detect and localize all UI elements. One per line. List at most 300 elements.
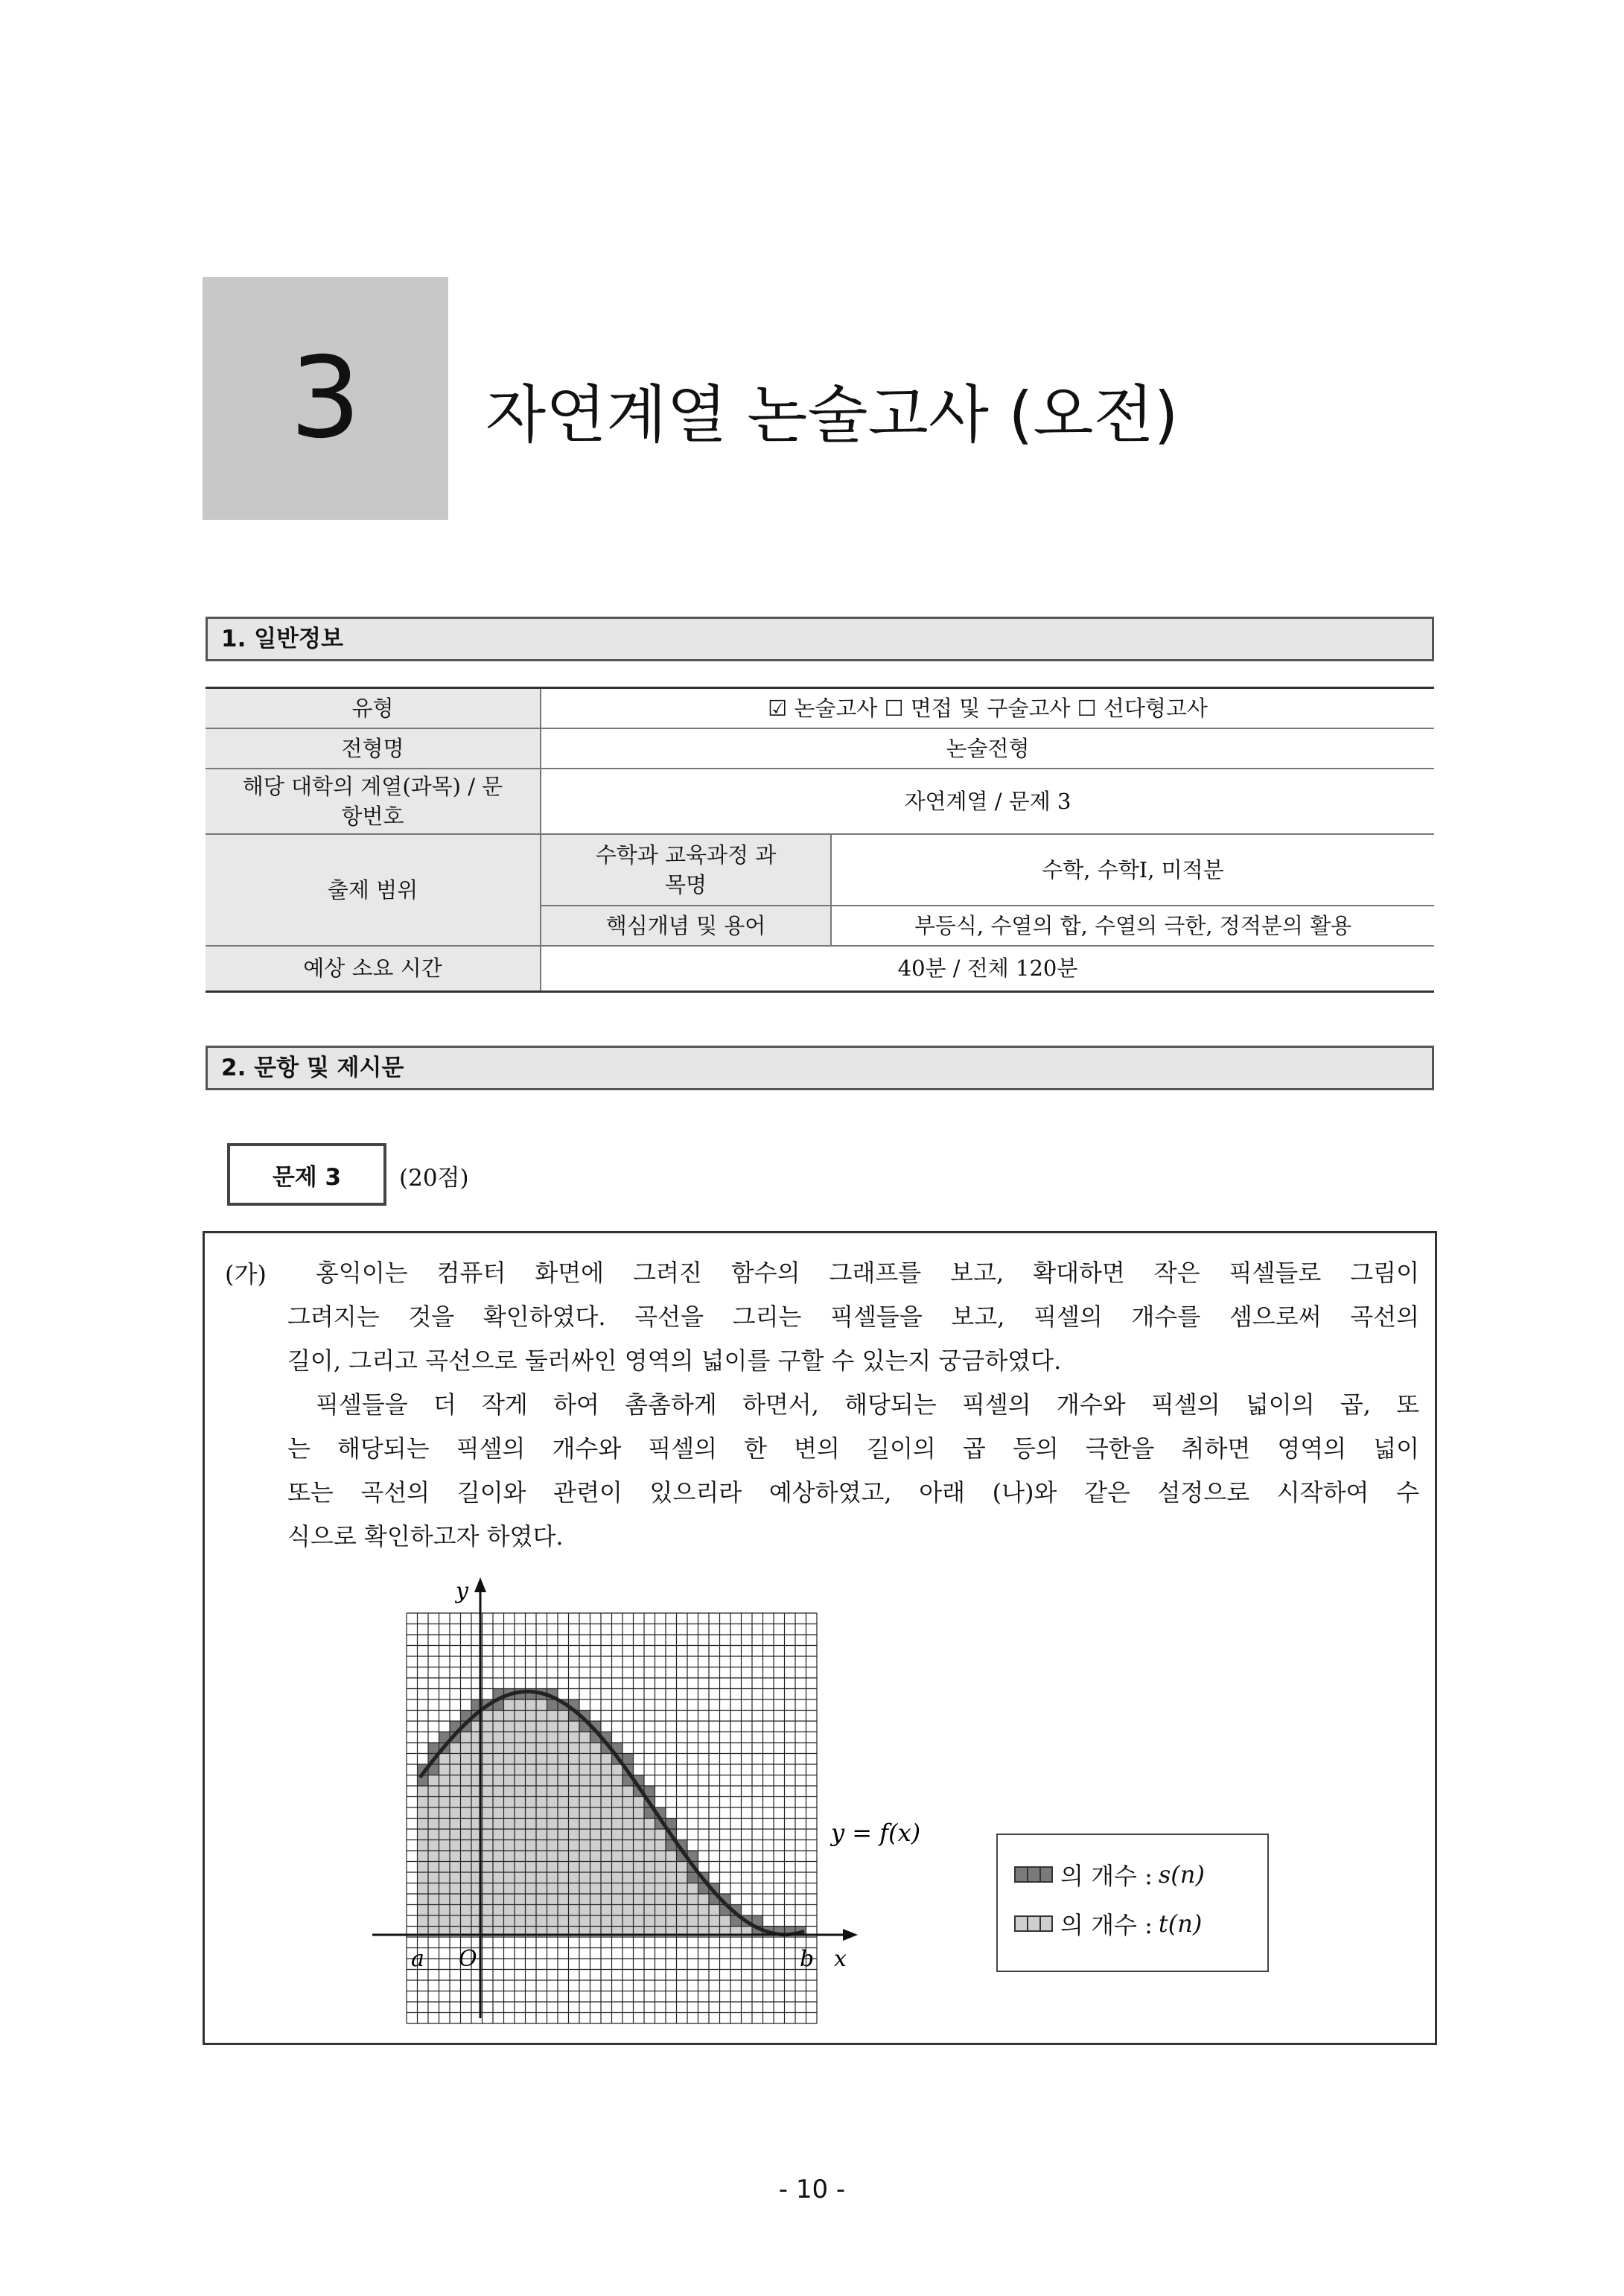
area-pixel: [461, 1743, 472, 1754]
area-pixel: [493, 1840, 504, 1851]
area-pixel: [515, 1743, 526, 1754]
area-pixel: [569, 1851, 580, 1862]
area-pixel: [634, 1927, 645, 1936]
area-pixel: [493, 1905, 504, 1916]
area-pixel: [590, 1927, 602, 1936]
area-pixel: [504, 1699, 515, 1711]
area-pixel: [483, 1905, 494, 1916]
area-pixel: [439, 1797, 450, 1808]
area-pixel: [504, 1797, 515, 1808]
area-pixel: [590, 1786, 602, 1797]
area-pixel: [677, 1905, 688, 1916]
area-pixel: [634, 1819, 645, 1830]
passage-line: 또는 곡선의 길이와 관련이 있으리라 예상하였고, 아래 (나)와 같은 설정으로 시작하여 수: [287, 1478, 1419, 1507]
area-pixel: [558, 1851, 569, 1862]
area-pixel: [558, 1915, 569, 1927]
area-pixel: [612, 1862, 623, 1873]
area-pixel: [504, 1894, 515, 1905]
area-pixel: [418, 1927, 429, 1936]
area-pixel: [644, 1915, 655, 1927]
area-pixel: [493, 1743, 504, 1754]
area-pixel: [439, 1786, 450, 1797]
area-pixel: [558, 1743, 569, 1754]
area-pixel: [579, 1819, 590, 1830]
area-pixel: [461, 1851, 472, 1862]
area-pixel: [418, 1851, 429, 1862]
area-pixel: [428, 1894, 439, 1905]
type-label: 유형: [206, 688, 541, 728]
area-pixel: [504, 1829, 515, 1840]
area-pixel: [428, 1883, 439, 1895]
area-pixel: [677, 1883, 688, 1895]
area-pixel: [547, 1905, 558, 1916]
area-pixel: [515, 1862, 526, 1873]
area-pixel: [622, 1797, 634, 1808]
pixel-graph-figure: [357, 1571, 998, 2033]
area-pixel: [439, 1862, 450, 1873]
area-pixel: [547, 1775, 558, 1787]
area-pixel: [515, 1915, 526, 1927]
area-pixel: [439, 1775, 450, 1787]
area-pixel: [677, 1894, 688, 1905]
area-pixel: [569, 1764, 580, 1775]
area-pixel: [666, 1927, 677, 1936]
area-pixel: [461, 1862, 472, 1873]
area-pixel: [483, 1840, 494, 1851]
area-pixel: [450, 1840, 461, 1851]
area-pixel: [612, 1764, 623, 1775]
area-pixel: [709, 1927, 720, 1936]
area-pixel: [428, 1872, 439, 1883]
passage-line: 그려지는 것을 확인하였다. 곡선을 그리는 픽셀들을 보고, 픽셀의 개수를 셈으로써 곡선의: [287, 1303, 1419, 1331]
area-pixel: [526, 1927, 537, 1936]
area-pixel: [428, 1797, 439, 1808]
area-pixel: [698, 1927, 710, 1936]
area-pixel: [483, 1851, 494, 1862]
area-pixel: [612, 1840, 623, 1851]
area-pixel: [439, 1819, 450, 1830]
area-pixel: [461, 1927, 472, 1936]
area-pixel: [579, 1840, 590, 1851]
passage-line: 길이, 그리고 곡선으로 둘러싸인 영역의 넓이를 구할 수 있는지 궁금하였다.: [287, 1346, 1062, 1375]
area-pixel: [536, 1797, 547, 1808]
area-pixel: [536, 1732, 547, 1743]
area-pixel: [526, 1732, 537, 1743]
area-pixel: [622, 1829, 634, 1840]
area-pixel: [536, 1894, 547, 1905]
area-pixel: [634, 1894, 645, 1905]
area-pixel: [515, 1754, 526, 1765]
curve-pixel: [428, 1743, 439, 1754]
area-pixel: [655, 1927, 666, 1936]
section-general-info-title: 1. 일반정보: [206, 617, 1434, 661]
passage-label: (가): [225, 1260, 267, 1288]
area-pixel: [622, 1786, 634, 1797]
area-pixel: [655, 1915, 666, 1927]
passage-line: 식으로 확인하고자 하였다.: [287, 1522, 564, 1551]
curve-label: y = f(x): [831, 1819, 921, 1847]
area-pixel: [450, 1775, 461, 1787]
area-pixel: [439, 1883, 450, 1895]
area-pixel: [579, 1764, 590, 1775]
area-pixel: [590, 1743, 602, 1754]
area-pixel: [547, 1862, 558, 1873]
area-pixel: [634, 1905, 645, 1916]
area-pixel: [536, 1862, 547, 1873]
area-pixel: [483, 1711, 494, 1722]
legend-light-text: 의 개수 :: [1060, 1911, 1153, 1939]
area-pixel: [428, 1829, 439, 1840]
area-pixel: [644, 1829, 655, 1840]
area-pixel: [483, 1797, 494, 1808]
area-pixel: [418, 1786, 429, 1797]
area-pixel: [526, 1862, 537, 1873]
area-pixel: [634, 1872, 645, 1883]
area-pixel: [450, 1862, 461, 1873]
area-pixel: [590, 1862, 602, 1873]
area-pixel: [547, 1743, 558, 1754]
area-pixel: [504, 1743, 515, 1754]
area-pixel: [590, 1840, 602, 1851]
area-pixel: [590, 1894, 602, 1905]
area-pixel: [558, 1764, 569, 1775]
area-pixel: [515, 1905, 526, 1916]
area-pixel: [461, 1732, 472, 1743]
area-pixel: [687, 1894, 698, 1905]
area-pixel: [601, 1797, 612, 1808]
area-pixel: [483, 1732, 494, 1743]
area-pixel: [536, 1764, 547, 1775]
area-pixel: [428, 1786, 439, 1797]
area-pixel: [493, 1775, 504, 1787]
area-pixel: [536, 1711, 547, 1722]
area-pixel: [439, 1894, 450, 1905]
area-pixel: [515, 1786, 526, 1797]
area-pixel: [547, 1872, 558, 1883]
area-pixel: [483, 1807, 494, 1819]
x-axis-arrow: [843, 1929, 858, 1941]
area-pixel: [450, 1872, 461, 1883]
area-pixel: [483, 1775, 494, 1787]
area-pixel: [634, 1829, 645, 1840]
area-pixel: [461, 1786, 472, 1797]
area-pixel: [536, 1775, 547, 1787]
area-pixel: [547, 1786, 558, 1797]
area-pixel: [622, 1840, 634, 1851]
area-pixel: [439, 1872, 450, 1883]
area-pixel: [418, 1872, 429, 1883]
area-pixel: [504, 1711, 515, 1722]
area-pixel: [439, 1851, 450, 1862]
area-pixel: [601, 1927, 612, 1936]
area-pixel: [428, 1927, 439, 1936]
area-pixel: [515, 1829, 526, 1840]
area-pixel: [504, 1786, 515, 1797]
area-pixel: [590, 1829, 602, 1840]
area-pixel: [461, 1764, 472, 1775]
area-pixel: [742, 1927, 753, 1936]
area-pixel: [579, 1862, 590, 1873]
area-pixel: [579, 1915, 590, 1927]
area-pixel: [504, 1819, 515, 1830]
area-pixel: [536, 1840, 547, 1851]
area-pixel: [515, 1894, 526, 1905]
area-pixel: [536, 1915, 547, 1927]
area-pixel: [558, 1797, 569, 1808]
curriculum-label: 수학과 교육과정 과목명: [541, 834, 831, 906]
area-pixel: [493, 1915, 504, 1927]
area-pixel: [590, 1872, 602, 1883]
area-pixel: [644, 1819, 655, 1830]
area-pixel: [677, 1872, 688, 1883]
type-value: ☑ 논술고사 ☐ 면접 및 구술고사 ☐ 선다형고사: [541, 688, 1434, 728]
area-pixel: [493, 1894, 504, 1905]
area-pixel: [601, 1764, 612, 1775]
area-pixel: [655, 1883, 666, 1895]
area-pixel: [569, 1786, 580, 1797]
area-pixel: [526, 1786, 537, 1797]
area-pixel: [450, 1915, 461, 1927]
area-pixel: [687, 1927, 698, 1936]
area-pixel: [709, 1905, 720, 1916]
area-pixel: [644, 1872, 655, 1883]
area-pixel: [558, 1721, 569, 1732]
area-pixel: [590, 1851, 602, 1862]
area-pixel: [483, 1819, 494, 1830]
area-pixel: [601, 1905, 612, 1916]
area-pixel: [450, 1743, 461, 1754]
area-pixel: [504, 1764, 515, 1775]
section-problem-title: 2. 문항 및 제시문: [206, 1046, 1434, 1090]
problem-score: (20점): [399, 1165, 469, 1192]
area-pixel: [450, 1829, 461, 1840]
area-pixel: [601, 1915, 612, 1927]
area-pixel: [547, 1732, 558, 1743]
area-pixel: [655, 1840, 666, 1851]
area-pixel: [418, 1807, 429, 1819]
area-pixel: [504, 1927, 515, 1936]
area-pixel: [536, 1905, 547, 1916]
area-pixel: [622, 1915, 634, 1927]
area-pixel: [655, 1829, 666, 1840]
passage-line: 홍익이는 컴퓨터 화면에 그려진 함수의 그래프를 보고, 확대하면 작은 픽셀들로 그림이: [316, 1259, 1419, 1287]
area-pixel: [698, 1905, 710, 1916]
curve-pixel: [687, 1872, 698, 1883]
legend-dark-text: 의 개수 :: [1060, 1862, 1153, 1890]
area-pixel: [579, 1743, 590, 1754]
passage: [287, 1251, 1419, 1559]
area-pixel: [493, 1883, 504, 1895]
area-pixel: [644, 1851, 655, 1862]
area-pixel: [504, 1872, 515, 1883]
curriculum-value: 수학, 수학Ⅰ, 미적분: [831, 834, 1434, 906]
area-pixel: [547, 1883, 558, 1895]
legend-light-row: [1014, 1907, 1202, 1941]
area-pixel: [601, 1840, 612, 1851]
area-pixel: [569, 1829, 580, 1840]
area-pixel: [644, 1883, 655, 1895]
area-pixel: [493, 1764, 504, 1775]
area-pixel: [504, 1721, 515, 1732]
area-pixel: [666, 1851, 677, 1862]
area-pixel: [483, 1862, 494, 1873]
area-pixel: [569, 1807, 580, 1819]
area-pixel: [439, 1754, 450, 1765]
area-pixel: [558, 1807, 569, 1819]
x-axis-label: x: [834, 1946, 847, 1972]
area-pixel: [666, 1905, 677, 1916]
area-pixel: [428, 1819, 439, 1830]
area-pixel: [558, 1775, 569, 1787]
area-pixel: [677, 1915, 688, 1927]
area-pixel: [547, 1754, 558, 1765]
area-pixel: [536, 1851, 547, 1862]
area-pixel: [483, 1915, 494, 1927]
area-pixel: [622, 1807, 634, 1819]
area-pixel: [504, 1883, 515, 1895]
area-pixel: [461, 1775, 472, 1787]
area-pixel: [483, 1786, 494, 1797]
area-pixel: [483, 1894, 494, 1905]
area-pixel: [612, 1786, 623, 1797]
admission-label: 전형명: [206, 728, 541, 769]
area-pixel: [526, 1743, 537, 1754]
area-pixel: [558, 1872, 569, 1883]
area-pixel: [493, 1754, 504, 1765]
legend-light-var: t(n): [1158, 1909, 1203, 1938]
area-pixel: [579, 1894, 590, 1905]
area-pixel: [483, 1927, 494, 1936]
area-pixel: [547, 1851, 558, 1862]
area-pixel: [730, 1927, 742, 1936]
curve-pixel: [622, 1754, 634, 1765]
area-pixel: [590, 1807, 602, 1819]
area-pixel: [687, 1915, 698, 1927]
area-pixel: [439, 1764, 450, 1775]
area-pixel: [515, 1797, 526, 1808]
area-pixel: [504, 1754, 515, 1765]
time-value: 40분 / 전체 120분: [541, 946, 1434, 992]
area-pixel: [418, 1905, 429, 1916]
area-pixel: [677, 1927, 688, 1936]
area-pixel: [569, 1775, 580, 1787]
area-pixel: [536, 1927, 547, 1936]
area-pixel: [612, 1775, 623, 1787]
area-pixel: [687, 1905, 698, 1916]
area-pixel: [439, 1915, 450, 1927]
area-pixel: [634, 1883, 645, 1895]
area-pixel: [655, 1851, 666, 1862]
area-pixel: [428, 1807, 439, 1819]
area-pixel: [504, 1915, 515, 1927]
area-pixel: [526, 1797, 537, 1808]
area-pixel: [547, 1840, 558, 1851]
area-pixel: [450, 1754, 461, 1765]
area-pixel: [601, 1872, 612, 1883]
area-pixel: [461, 1872, 472, 1883]
area-pixel: [569, 1754, 580, 1765]
area-pixel: [493, 1851, 504, 1862]
area-pixel: [634, 1915, 645, 1927]
time-label: 예상 소요 시간: [206, 946, 541, 992]
area-pixel: [579, 1872, 590, 1883]
area-pixel: [612, 1829, 623, 1840]
area-pixel: [515, 1883, 526, 1895]
area-pixel: [515, 1732, 526, 1743]
area-pixel: [612, 1894, 623, 1905]
area-pixel: [504, 1807, 515, 1819]
passage-line: 는 해당되는 픽셀의 개수와 픽셀의 한 변의 길이의 곱 등의 극한을 취하면 영역의 넓이: [287, 1434, 1419, 1463]
area-pixel: [439, 1927, 450, 1936]
area-pixel: [526, 1819, 537, 1830]
area-pixel: [418, 1819, 429, 1830]
page-number: - 10 -: [778, 2175, 846, 2204]
area-pixel: [547, 1807, 558, 1819]
area-pixel: [493, 1711, 504, 1722]
area-pixel: [601, 1775, 612, 1787]
area-pixel: [493, 1872, 504, 1883]
area-pixel: [515, 1872, 526, 1883]
area-pixel: [428, 1905, 439, 1916]
area-pixel: [569, 1927, 580, 1936]
area-pixel: [450, 1927, 461, 1936]
area-pixel: [428, 1862, 439, 1873]
area-pixel: [622, 1905, 634, 1916]
field-label: 해당 대학의 계열(과목) / 문항번호: [206, 769, 541, 834]
area-pixel: [579, 1754, 590, 1765]
area-pixel: [655, 1905, 666, 1916]
area-pixel: [483, 1721, 494, 1732]
area-pixel: [493, 1721, 504, 1732]
area-pixel: [526, 1711, 537, 1722]
area-pixel: [612, 1797, 623, 1808]
area-pixel: [666, 1872, 677, 1883]
area-pixel: [644, 1927, 655, 1936]
area-pixel: [450, 1883, 461, 1895]
area-pixel: [601, 1894, 612, 1905]
area-pixel: [569, 1883, 580, 1895]
area-pixel: [450, 1905, 461, 1916]
area-pixel: [483, 1743, 494, 1754]
area-pixel: [418, 1915, 429, 1927]
dark-pixel-swatch: [1014, 1866, 1053, 1883]
area-pixel: [687, 1883, 698, 1895]
area-pixel: [450, 1894, 461, 1905]
area-pixel: [439, 1840, 450, 1851]
area-pixel: [612, 1883, 623, 1895]
area-pixel: [526, 1883, 537, 1895]
area-pixel: [666, 1862, 677, 1873]
area-pixel: [418, 1862, 429, 1873]
area-pixel: [590, 1915, 602, 1927]
area-pixel: [590, 1905, 602, 1916]
area-pixel: [601, 1883, 612, 1895]
area-pixel: [515, 1927, 526, 1936]
area-pixel: [612, 1872, 623, 1883]
area-pixel: [526, 1915, 537, 1927]
area-pixel: [428, 1840, 439, 1851]
area-pixel: [515, 1721, 526, 1732]
area-pixel: [439, 1829, 450, 1840]
area-pixel: [439, 1807, 450, 1819]
area-pixel: [428, 1851, 439, 1862]
area-pixel: [526, 1807, 537, 1819]
area-pixel: [579, 1927, 590, 1936]
area-pixel: [461, 1797, 472, 1808]
area-pixel: [558, 1862, 569, 1873]
area-pixel: [493, 1797, 504, 1808]
area-pixel: [483, 1764, 494, 1775]
